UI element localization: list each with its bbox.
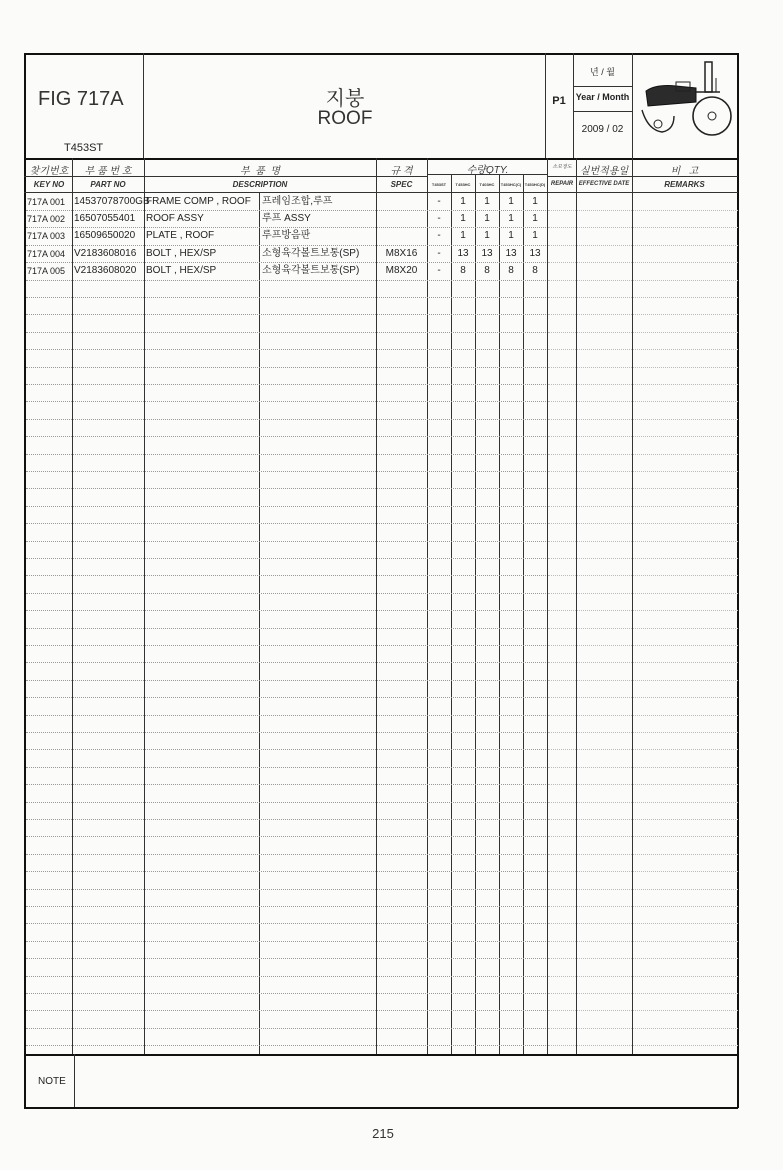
row-separator [26,645,546,646]
row-separator [548,628,738,629]
row-separator [548,210,738,211]
row-separator [26,749,546,750]
title-bottom-line [24,158,738,160]
row-separator [548,488,738,489]
row-separator [26,1028,546,1029]
row-separator [26,332,546,333]
row2-part: 16507055401 [74,213,136,224]
row-separator [26,245,546,246]
row-separator [548,662,738,663]
row-separator [548,1028,738,1029]
col-line-desc-ko [259,192,260,1054]
row2-key: 717A 002 [27,214,66,224]
row-separator [548,784,738,785]
row-separator [548,245,738,246]
row-separator [548,401,738,402]
row-separator [26,558,546,559]
row-separator [548,871,738,872]
row-separator [26,506,546,507]
row2-q1: - [437,213,441,224]
row-separator [548,697,738,698]
qty-model-2: T453HC [455,182,471,187]
row4-q1: - [437,248,441,259]
col-part: PART NO [90,180,126,189]
row-separator [26,210,546,211]
row-separator [26,419,546,420]
row-separator [548,541,738,542]
row-separator [26,958,546,959]
row3-part: 16509650020 [74,230,136,241]
header-bottom-line [24,192,738,193]
model-name: T453ST [64,142,104,154]
row-separator [548,280,738,281]
col-key-ko: 찾기번호 [29,166,69,177]
note-top-line [24,1054,738,1056]
col-desc: DESCRIPTION [232,180,288,189]
row-separator [26,993,546,994]
row5-key: 717A 005 [27,266,66,276]
row-separator [548,819,738,820]
row-separator [26,314,546,315]
row-separator [548,297,738,298]
row-separator [548,471,738,472]
col-remarks-ko: 비 고 [670,166,699,177]
col-repair-ko: 소모정도 [552,164,572,170]
row1-q5: 1 [532,196,538,207]
row2-q3: 1 [484,213,490,224]
row-separator [548,314,738,315]
row-separator [26,454,546,455]
row-separator [548,262,738,263]
row-separator [26,976,546,977]
row-separator [26,610,546,611]
row5-desc-ko: 소형육각볼트보통(SP) [262,265,360,276]
col-repair: REPAIR [550,181,574,187]
row-separator [26,767,546,768]
row3-key: 717A 003 [27,231,66,241]
col-line-qty [547,158,548,1054]
row-separator [26,401,546,402]
row1-q2: 1 [460,196,466,207]
row-separator [26,871,546,872]
row-separator [548,767,738,768]
row-separator [26,802,546,803]
row-separator [26,280,546,281]
row-separator [548,854,738,855]
row-separator [26,941,546,942]
row-separator [26,1010,546,1011]
row4-q2: 13 [457,248,469,259]
col-line-q1 [451,174,452,1054]
date-divider-1 [573,86,632,87]
row2-desc: ROOF ASSY [146,213,204,224]
row3-q1: - [437,230,441,241]
row5-q4: 8 [508,265,514,276]
row-separator [26,297,546,298]
row-separator [548,732,738,733]
row4-spec: M8X16 [385,248,418,259]
col-part-ko: 부 품 번 호 [84,166,132,177]
row-separator [548,367,738,368]
row1-desc-ko: 프레임조합,루프 [262,196,333,207]
row-separator [548,836,738,837]
fig-number: FIG 717A [38,88,124,110]
col-line-spec [427,158,428,1054]
col-line-q2 [475,174,476,1054]
row-separator [548,436,738,437]
row-separator [26,349,546,350]
row-separator [548,349,738,350]
row-separator [26,836,546,837]
frame-bottom [24,1107,738,1109]
row-separator [548,558,738,559]
row-separator [26,575,546,576]
row5-part: V2183608020 [74,265,137,276]
row-separator [548,1010,738,1011]
col-line-q3 [499,174,500,1054]
row-separator [26,819,546,820]
row-separator [26,541,546,542]
row-separator [26,889,546,890]
row2-q5: 1 [532,213,538,224]
row4-key: 717A 004 [27,249,66,259]
row-separator [548,941,738,942]
row4-q4: 13 [505,248,517,259]
row1-part: 14537078700GB [74,196,150,207]
qty-model-5: T453HC(D) [524,182,546,187]
row3-desc-ko: 루프방음판 [262,230,311,241]
row-separator [548,993,738,994]
row3-q3: 1 [484,230,490,241]
row-separator [548,227,738,228]
note-divider [74,1054,75,1107]
row5-desc: BOLT , HEX/SP [146,265,217,276]
row-separator [26,436,546,437]
row4-desc: BOLT , HEX/SP [146,248,217,259]
col-remarks: REMARKS [664,180,705,189]
page-number: 215 [372,1126,394,1141]
row-separator [26,715,546,716]
col-effective: EFFECTIVE DATE [578,181,630,187]
row4-q3: 13 [481,248,493,259]
row-separator [548,419,738,420]
row-separator [26,680,546,681]
row-separator [548,645,738,646]
row-separator [548,506,738,507]
row-separator [548,454,738,455]
row-separator [26,384,546,385]
col-line-effective [632,158,633,1054]
row-separator [548,680,738,681]
qty-model-3: T403HC [479,182,495,187]
frame-left [24,53,26,1108]
row-separator [26,923,546,924]
row-separator [548,610,738,611]
row5-q1: - [437,265,441,276]
row3-q2: 1 [460,230,466,241]
qty-model-4: T453HC(C) [500,182,522,187]
row4-desc-ko: 소형육각볼트보통(SP) [262,248,360,259]
revision-date: 2009 / 02 [581,124,624,135]
row5-q2: 8 [460,265,466,276]
col-line-key [72,158,73,1054]
row-separator [548,593,738,594]
date-divider-2 [573,111,632,112]
row-separator [26,227,546,228]
row3-q5: 1 [532,230,538,241]
row2-q2: 1 [460,213,466,224]
row-separator [548,715,738,716]
row-separator [26,732,546,733]
col-qty: 수량QTY. [466,165,509,176]
row-separator [548,384,738,385]
row1-q1: - [437,196,441,207]
tractor-icon [636,58,734,142]
row1-desc: FRAME COMP , ROOF [146,196,251,207]
col-spec: SPEC [390,180,413,189]
frame-right [737,53,739,1108]
row-separator [26,906,546,907]
col-spec-ko: 규 격 [390,166,413,177]
page-title-ko: 지붕 [325,88,365,110]
row-separator [548,749,738,750]
row-separator [548,523,738,524]
frame-top [24,53,738,55]
row-separator [548,923,738,924]
row4-part: V2183608016 [74,248,137,259]
row4-q5: 13 [529,248,541,259]
row2-q4: 1 [508,213,514,224]
qty-model-1: T453ST [431,182,447,187]
col-line-repair [576,158,577,1054]
col-desc-ko: 부 품 명 [239,166,281,177]
row-separator [26,471,546,472]
col-line-part [144,158,145,1054]
title-divider-4 [632,53,633,158]
row2-desc-ko: 루프 ASSY [262,213,311,224]
row-separator [26,523,546,524]
row-separator [548,575,738,576]
year-month-label: Year / Month [575,92,630,102]
row1-key: 717A 001 [27,197,66,207]
row5-q5: 8 [532,265,538,276]
row3-desc: PLATE , ROOF [146,230,215,241]
row-separator [26,854,546,855]
row-separator [548,958,738,959]
row1-q3: 1 [484,196,490,207]
title-divider-1 [143,53,144,158]
page-code: P1 [552,95,566,107]
row-separator [548,332,738,333]
row-separator [26,628,546,629]
row-separator [26,593,546,594]
note-label: NOTE [38,1076,66,1087]
row-separator [26,784,546,785]
row-separator [26,1045,546,1046]
col-key: KEY NO [33,180,65,189]
row-separator [26,697,546,698]
col-effective-ko: 실번적용일 [579,166,629,177]
row-separator [548,1045,738,1046]
row-separator [548,976,738,977]
col-line-desc [376,158,377,1054]
row-separator [26,367,546,368]
row-separator [548,802,738,803]
row3-q4: 1 [508,230,514,241]
row5-spec: M8X20 [385,265,418,276]
row5-q3: 8 [484,265,490,276]
row-separator [26,662,546,663]
row-separator [548,906,738,907]
row-separator [26,488,546,489]
page-title: ROOF [317,108,373,129]
row-separator [548,889,738,890]
col-line-q4 [523,174,524,1054]
year-month-ko: 년 / 월 [590,67,615,77]
row1-q4: 1 [508,196,514,207]
row-separator [26,262,546,263]
